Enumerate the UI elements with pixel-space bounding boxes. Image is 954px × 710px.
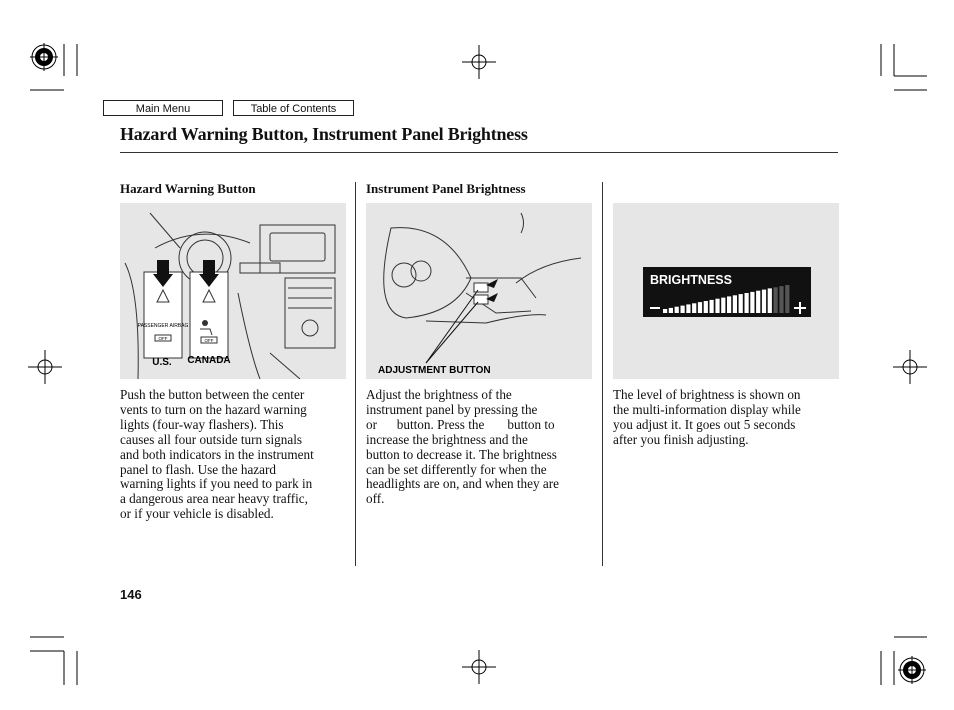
instrument-brightness-heading: Instrument Panel Brightness: [366, 181, 526, 196]
adjustment-button-label: ADJUSTMENT BUTTON: [378, 365, 491, 376]
canada-off-indicator: OFF: [204, 338, 214, 343]
brightness-bar: [692, 303, 696, 313]
brightness-bar: [669, 308, 673, 313]
brightness-bar: [768, 288, 772, 313]
airbag-person-icon: [202, 320, 208, 326]
text-line: you adjust it. It goes out 5 seconds: [613, 416, 796, 432]
title-rule: [120, 152, 838, 153]
brightness-display-label: BRIGHTNESS: [650, 273, 732, 287]
brightness-display-text: [613, 388, 843, 448]
text-line: the multi-information display while: [613, 401, 801, 417]
table-of-contents-button[interactable]: Table of Contents: [233, 100, 354, 116]
brightness-bar: [785, 285, 789, 313]
text-line: Push the button between the center: [120, 387, 305, 402]
instrument-cluster-illustration: [366, 203, 592, 379]
brightness-bar: [756, 291, 760, 313]
column-divider-1: [355, 182, 356, 566]
text-line: or button. Press the button to: [366, 416, 555, 432]
brightness-display: [613, 203, 839, 379]
hazard-warning-text: [120, 388, 350, 522]
column-divider-2: [602, 182, 603, 566]
text-line: instrument panel by pressing the: [366, 401, 538, 417]
hazard-arrow-icon: [153, 260, 219, 287]
brightness-bar: [698, 302, 702, 313]
brightness-bar: [721, 298, 725, 313]
text-line: button to decrease it. The brightness: [366, 446, 557, 462]
text-line: causes all four outside turn signals: [120, 431, 303, 447]
hazard-button-figure: [120, 203, 346, 379]
text-line: a dangerous area near heavy traffic,: [120, 491, 308, 507]
text-line: can be set differently for when the: [366, 461, 547, 477]
text-line: warning lights if you need to park in: [120, 476, 313, 492]
brightness-bar: [704, 301, 708, 313]
text-line: Adjust the brightness of the: [366, 387, 512, 402]
brightness-bar: [727, 296, 731, 313]
text-line: headlights are on, and when they are: [366, 476, 559, 492]
brightness-display-figure: [613, 203, 839, 379]
canada-label: CANADA: [187, 355, 231, 366]
passenger-airbag-text: PASSENGER AIRBAG: [137, 323, 189, 329]
text-line: off.: [366, 491, 385, 507]
minus-icon: [650, 307, 660, 309]
text-line: The level of brightness is shown on: [613, 387, 801, 402]
text-line: panel to flash. Use the hazard: [120, 461, 276, 477]
instrument-brightness-text: [366, 388, 596, 507]
us-off-indicator: OFF: [158, 336, 168, 341]
brightness-bar: [762, 290, 766, 313]
brightness-bar: [745, 293, 749, 313]
main-menu-button[interactable]: Main Menu: [103, 100, 223, 116]
brightness-bar: [710, 300, 714, 313]
us-label: U.S.: [152, 357, 172, 368]
brightness-bar: [779, 286, 783, 313]
brightness-bar: [733, 295, 737, 313]
brightness-bar: [675, 307, 679, 313]
brightness-bar: [663, 309, 667, 313]
page-title: Hazard Warning Button, Instrument Panel Brightness: [120, 124, 528, 144]
text-line: vents to turn on the hazard warning: [120, 401, 307, 417]
page-number: 146: [120, 587, 142, 602]
dashboard-illustration: [120, 203, 346, 379]
brightness-bar: [739, 294, 743, 313]
text-line: lights (four-way flashers). This: [120, 416, 284, 432]
text-line: and both indicators in the instrument: [120, 446, 314, 462]
callout-lines: [426, 290, 478, 363]
brightness-bar: [715, 299, 719, 313]
brightness-bar: [774, 287, 778, 313]
brightness-bar: [750, 292, 754, 313]
text-line: after you finish adjusting.: [613, 431, 749, 447]
registration-mark-bottom-right: [898, 656, 926, 684]
brightness-bar: [681, 306, 685, 313]
text-line: increase the brightness and the: [366, 431, 528, 447]
text-line: or if your vehicle is disabled.: [120, 506, 274, 522]
adjustment-button-figure: [366, 203, 592, 379]
registration-mark-top-left: [30, 43, 58, 71]
hazard-warning-heading: Hazard Warning Button: [120, 181, 256, 196]
brightness-bar: [686, 304, 690, 313]
